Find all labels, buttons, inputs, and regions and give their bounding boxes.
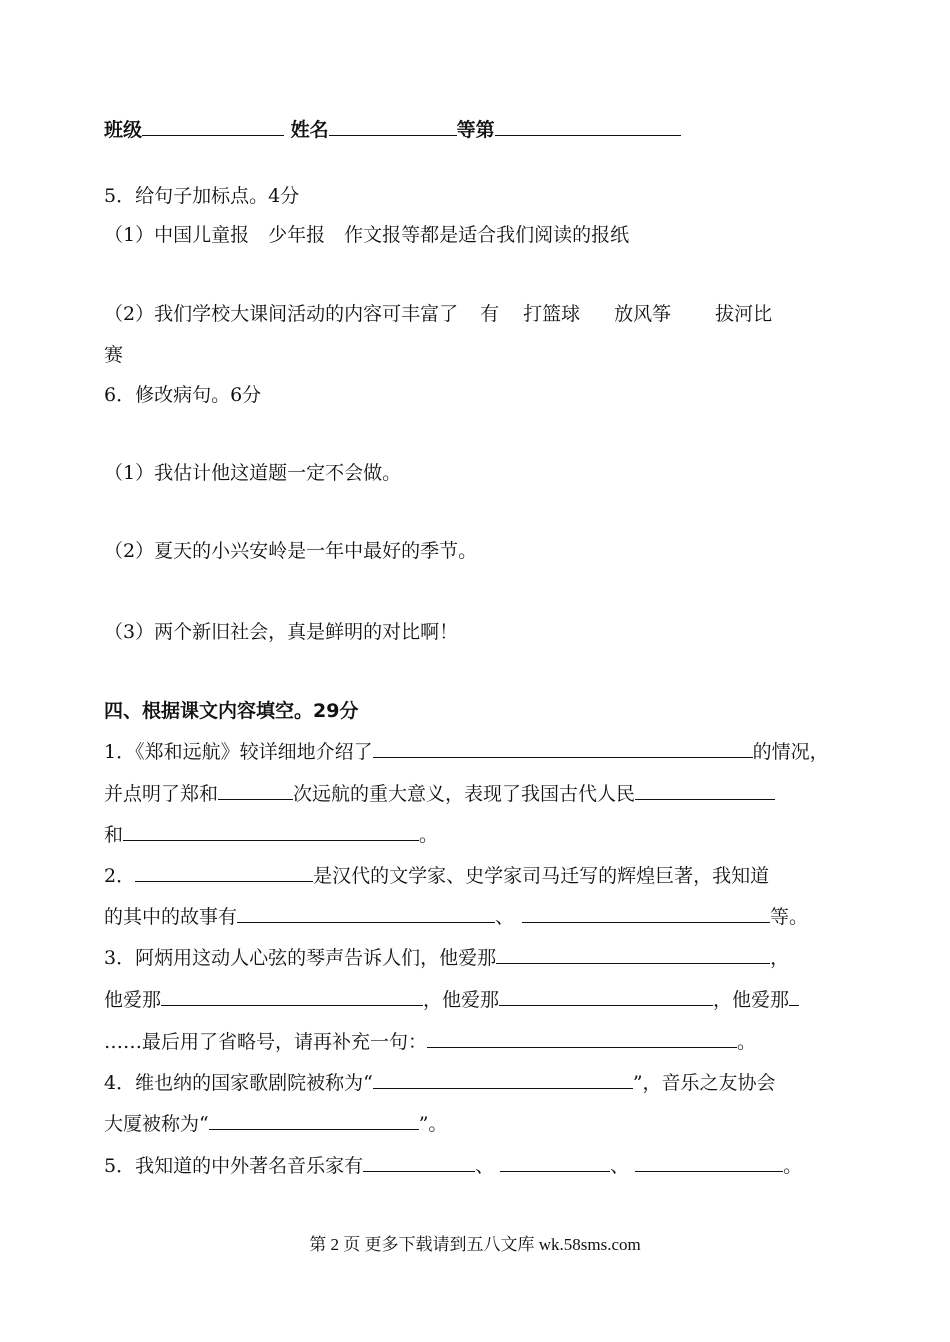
- s4-q1-line3: [104, 820, 438, 848]
- s4-q3-text-f: ……最后用了省略号，请再补充一句：: [104, 1031, 428, 1053]
- s4-q3-text-e: ，他爱那: [713, 989, 790, 1011]
- q6-item2: （2）夏天的小兴安岭是一年中最好的季节。: [104, 540, 478, 562]
- header-line: [104, 115, 681, 143]
- s4-q3-line3: [104, 1027, 756, 1055]
- s4-q1-blank3[interactable]: [635, 779, 775, 800]
- s4-q3-blank3[interactable]: [499, 985, 713, 1006]
- s4-q4-text-d: ”。: [418, 1113, 448, 1135]
- s4-q1-text-d: 次远航的重大意义，表现了我国古代人民: [293, 783, 636, 805]
- s4-q1-text-f: 。: [419, 824, 439, 846]
- s4-q2-blank2[interactable]: [237, 902, 495, 923]
- s4-q3-blank2[interactable]: [161, 985, 423, 1006]
- s4-q5-blank2[interactable]: [500, 1151, 610, 1172]
- q5-item2: [104, 301, 772, 327]
- s4-q4-blank1[interactable]: [373, 1068, 633, 1089]
- s4-q2-text-e: 等。: [770, 906, 809, 928]
- s4-q3-text-g: 。: [737, 1031, 757, 1053]
- s4-q3-blank1[interactable]: [496, 943, 770, 964]
- q5-item2-part-b: 有: [480, 303, 500, 325]
- q5-item1: （1）中国儿童报 少年报 作文报等都是适合我们阅读的报纸: [104, 224, 630, 246]
- s4-q1-blank2[interactable]: [218, 779, 293, 800]
- s4-q1-blank4[interactable]: [123, 820, 419, 841]
- s4-q5-text-d: 。: [783, 1155, 803, 1177]
- grade-blank[interactable]: [495, 115, 681, 136]
- s4-q3-line1: [104, 943, 789, 971]
- s4-q1-blank1[interactable]: [373, 737, 753, 758]
- s4-q5-text-c: 、: [610, 1155, 630, 1177]
- page-footer: 第 2 页 更多下载请到五八文库 wk.58sms.com: [309, 1235, 641, 1254]
- s4-q2-text-a: 2．: [104, 865, 136, 887]
- name-label: 姓名: [290, 119, 329, 141]
- s4-q1-text-a: 1．《郑和远航》较详细地介绍了: [104, 741, 373, 763]
- q5-item2-part-c: 打篮球: [523, 303, 581, 325]
- s4-q4-text-c: 大厦被称为“: [104, 1113, 209, 1135]
- s4-q1-line2: [104, 779, 775, 807]
- s4-q4-text-a: 4．维也纳的国家歌剧院被称为“: [104, 1072, 373, 1094]
- section4-title: 四、根据课文内容填空。29分: [104, 700, 359, 722]
- s4-q2-line1: [104, 861, 769, 889]
- q5-title: 5．给句子加标点。4分: [104, 185, 300, 207]
- s4-q1-text-b: 的情况，: [752, 741, 829, 763]
- s4-q5-text-b: 、: [475, 1155, 495, 1177]
- s4-q2-text-c: 的其中的故事有: [104, 906, 238, 928]
- s4-q2-blank1[interactable]: [135, 861, 313, 882]
- s4-q5-blank3[interactable]: [635, 1151, 783, 1172]
- s4-q3-text-b: ，: [770, 947, 790, 969]
- s4-q1-text-c: 并点明了郑和: [104, 783, 219, 805]
- q5-item2-part-e: 拔河比: [715, 303, 773, 325]
- q6-item3: （3）两个新旧社会，真是鲜明的对比啊！: [104, 621, 459, 643]
- grade-label: 等第: [456, 119, 495, 141]
- class-label: 班级: [104, 119, 143, 141]
- q5-item2-cont: 赛: [104, 344, 124, 366]
- q6-item1: （1）我估计他这道题一定不会做。: [104, 462, 402, 484]
- s4-q3-text-d: ，他爱那: [423, 989, 500, 1011]
- s4-q5-line1: [104, 1151, 802, 1179]
- class-blank[interactable]: [142, 115, 284, 136]
- s4-q2-text-d: 、: [495, 906, 515, 928]
- s4-q2-line2: [104, 902, 808, 930]
- s4-q2-text-b: 是汉代的文学家、史学家司马迁写的辉煌巨著，我知道: [313, 865, 770, 887]
- q5-item2-part-d: 放风筝: [614, 303, 672, 325]
- name-blank[interactable]: [329, 115, 457, 136]
- s4-q2-blank3[interactable]: [522, 902, 770, 923]
- s4-q5-text-a: 5．我知道的中外著名音乐家有: [104, 1155, 364, 1177]
- s4-q3-blank4[interactable]: [789, 985, 799, 1006]
- s4-q3-text-a: 3．阿炳用这动人心弦的琴声告诉人们，他爱那: [104, 947, 497, 969]
- s4-q4-line2: [104, 1109, 447, 1137]
- s4-q1-line1: [104, 737, 829, 765]
- s4-q5-blank1[interactable]: [363, 1151, 475, 1172]
- s4-q4-text-b: ”，音乐之友协会: [632, 1072, 776, 1094]
- s4-q4-blank2[interactable]: [209, 1109, 419, 1130]
- q6-title: 6．修改病句。6分: [104, 384, 262, 406]
- s4-q4-line1: [104, 1068, 776, 1096]
- s4-q3-blank5[interactable]: [427, 1027, 737, 1048]
- q5-item2-part-a: （2）我们学校大课间活动的内容可丰富了: [104, 303, 459, 325]
- s4-q3-line2: [104, 985, 799, 1013]
- s4-q1-text-e: 和: [104, 824, 124, 846]
- s4-q3-text-c: 他爱那: [104, 989, 162, 1011]
